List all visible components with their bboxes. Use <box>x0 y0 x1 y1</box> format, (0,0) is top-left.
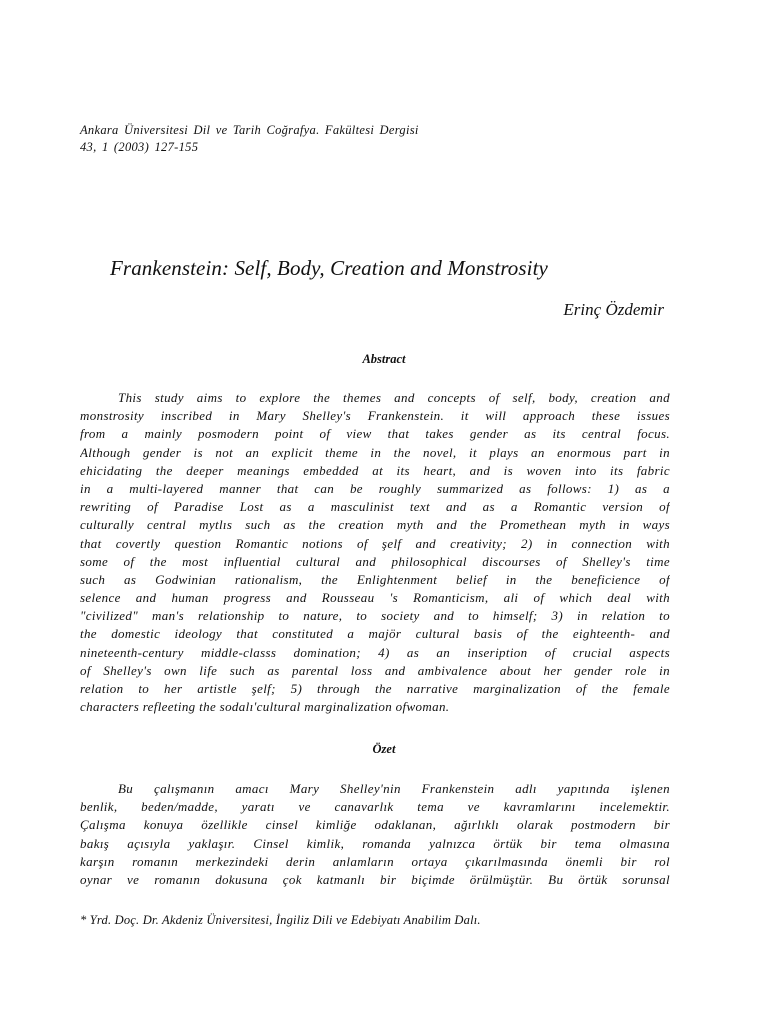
ozet-heading: Özet <box>372 742 396 756</box>
abstract-line: culturally central mytlıs such as the creation myth and the Promethean myth in ways <box>80 517 670 533</box>
ozet-paragraph <box>80 780 670 889</box>
abstract-line: relation to her artistle şelf; 5) through the narrative marginalization of the female <box>80 681 670 696</box>
ozet-line: Bu çalışmanın amacı Mary Shelley'nin Frankenstein adlı yapıtında işlenen <box>118 781 670 796</box>
journal-volume: 43, 1 (2003) 127-155 <box>80 140 199 154</box>
ozet-line: benlik, beden/madde, yaratı ve canavarlık tema ve kavramlarını incelemektir. <box>80 799 670 815</box>
abstract-line: in a multi-layered manner that can be roughly summarized as follows: 1) as a <box>80 480 670 496</box>
abstract-line: some of the most influential cultural and philosophical discourses of Shelley's time <box>80 553 670 569</box>
abstract-line: the domestic ideology that constituted a majör cultural basis of the eighteenth- and <box>80 626 670 642</box>
abstract-line: ehicidating the deeper meanings embedded at its heart, and is woven into its fabric <box>80 462 670 478</box>
abstract-line: nineteenth-century middle-classs domination; 4) as an inseription of crucial aspects <box>80 644 670 660</box>
abstract-line: monstrosity inscribed in Mary Shelley's Frankenstein. it will approach these issues <box>80 408 670 424</box>
abstract-heading: Abstract <box>362 352 406 366</box>
abstract-line: rewriting of Paradise Lost as a masculinist text and as a Romantic version of <box>80 499 670 515</box>
journal-citation <box>80 122 419 156</box>
abstract-line: selence and human progress and Rousseau 's Romanticism, ali of which deal with <box>80 590 670 606</box>
author-footnote: * Yrd. Doç. Dr. Akdeniz Üniversitesi, İngiliz Dili ve Edebiyatı Anabilim Dalı. <box>80 913 481 927</box>
abstract-line: of Shelley's own life such as parental loss and ambivalence about her gender role in <box>80 662 670 678</box>
ozet-line: Çalışma konuya özellikle cinsel kimliğe odaklanan, ağırlıklı olarak postmodern bir <box>80 817 670 833</box>
abstract-line: "civilized" man's relationship to nature, to society and to himself; 3) in relation to <box>80 608 670 624</box>
abstract-line: such as Godwinian rationalism, the Enlightenment belief in the beneficience of <box>80 571 670 587</box>
article-title: Frankenstein: Self, Body, Creation and Monstrosity <box>110 256 548 280</box>
ozet-line: bakış açısıyla yaklaşır. Cinsel kimlik, romanda yalnızca örtük bir tema olmasına <box>80 835 670 851</box>
abstract-paragraph <box>80 389 670 716</box>
author-name: Erinç Özdemir <box>563 300 664 319</box>
ozet-line: karşın romanın merkezindeki derin anlamların ortaya çıkarılmasında önemli bir rol <box>80 853 670 869</box>
abstract-line: Although gender is not an explicit theme in the novel, it plays an enormous part in <box>80 444 670 460</box>
ozet-line: oynar ve romanın dokusuna çok katmanlı bir biçimde örülmüştür. Bu örtük sorunsal <box>80 871 670 887</box>
abstract-line: characters refleeting the sodalı'cultural marginalization ofwoman. <box>80 699 450 715</box>
journal-name: Ankara Üniversitesi Dil ve Tarih Coğrafya. Fakültesi Dergisi <box>80 123 419 137</box>
abstract-line: This study aims to explore the themes and concepts of self, body, creation and <box>118 390 670 405</box>
abstract-line: that covertly question Romantic notions of şelf and creativity; 2) in connection with <box>80 535 670 551</box>
abstract-line: from a mainly posmodern point of view that takes gender as its central focus. <box>80 426 670 442</box>
